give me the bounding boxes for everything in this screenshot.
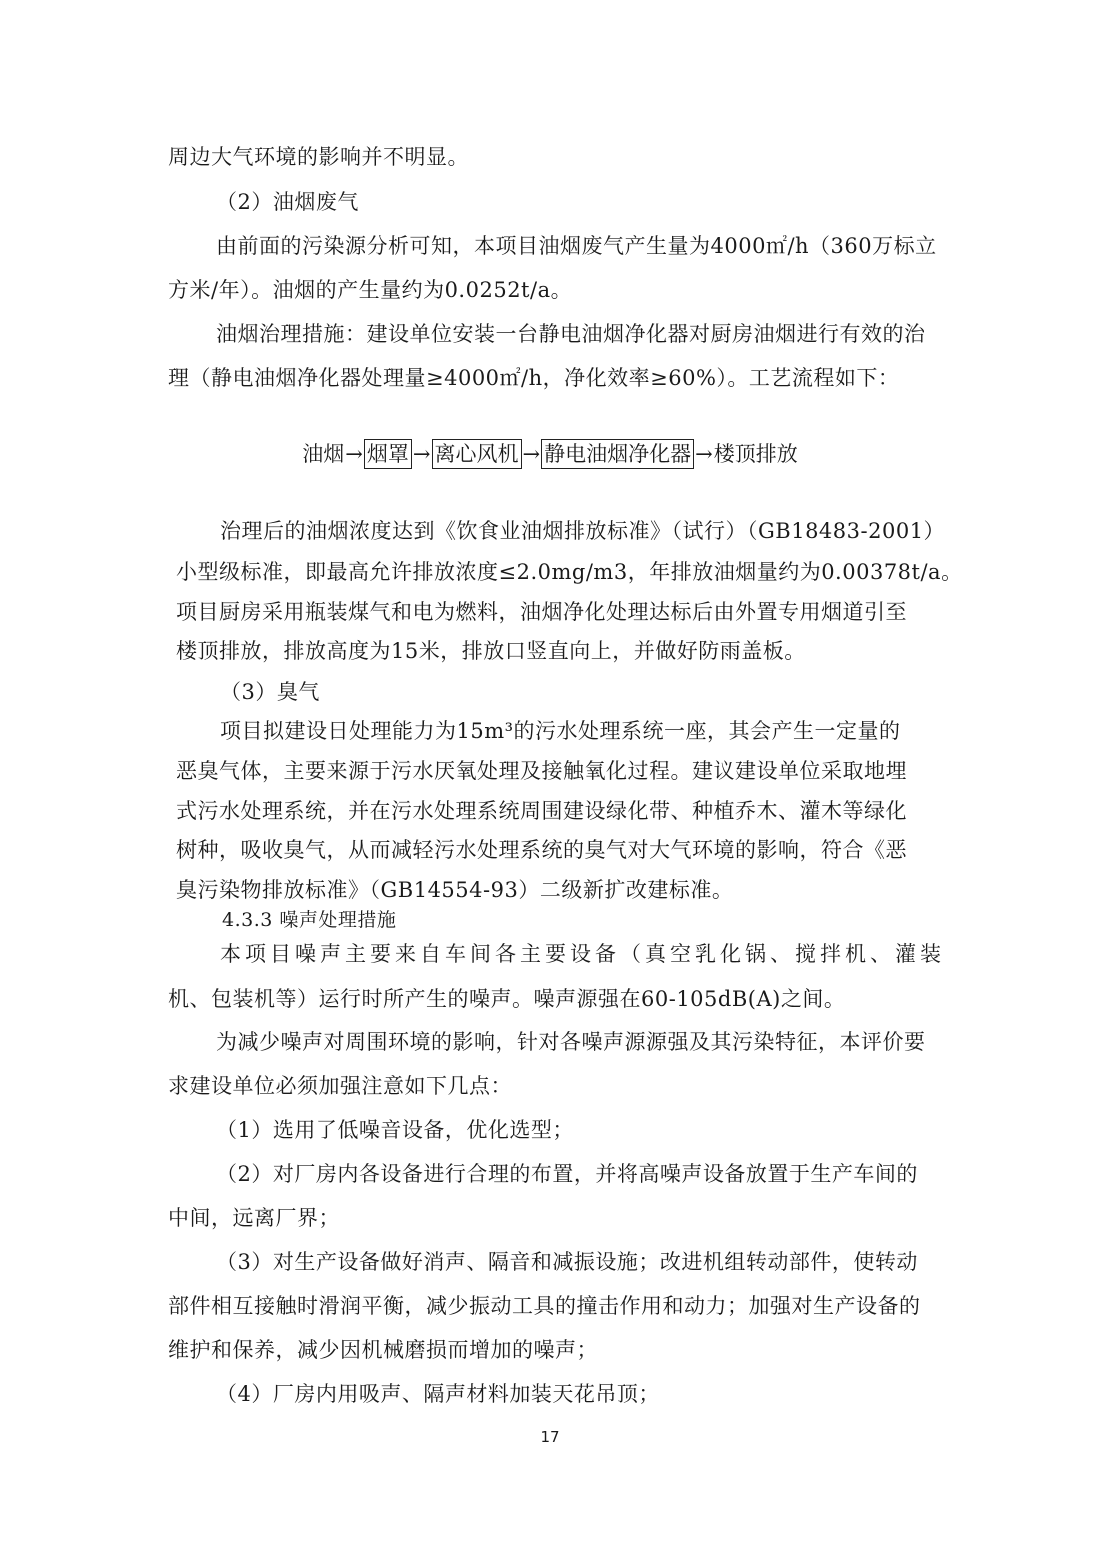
- paragraph-line: 项目厨房采用瓶装煤气和电为燃料，油烟净化处理达标后由外置专用烟道引至: [176, 600, 907, 624]
- flow-step-purifier: 静电油烟净化器: [541, 439, 694, 469]
- arrow-icon: →: [522, 442, 541, 466]
- paragraph-line: 为减少噪声对周围环境的影响，针对各噪声源源强及其污染特征，本评价要: [216, 1030, 926, 1054]
- paragraph-line: 周边大气环境的影响并不明显。: [168, 145, 469, 169]
- paragraph-line: 机、包装机等）运行时所产生的噪声。噪声源强在60-105dB(A)之间。: [168, 987, 846, 1011]
- paragraph-line: 方米/年）。油烟的产生量约为0.0252t/a。: [168, 278, 573, 302]
- paragraph-line: 小型级标准，即最高允许排放浓度≤2.0mg/m3，年排放油烟量约为0.00378t/a。: [176, 560, 963, 584]
- flow-step-fan: 离心风机: [432, 439, 522, 469]
- paragraph-line: 由前面的污染源分析可知，本项目油烟废气产生量为4000㎡/h（360万标立: [216, 234, 937, 258]
- paragraph-line: 楼顶排放，排放高度为15米，排放口竖直向上，并做好防雨盖板。: [176, 639, 806, 663]
- list-item: （2）对厂房内各设备进行合理的布置，并将高噪声设备放置于生产车间的: [216, 1162, 918, 1186]
- heading-oil-fume: （2）油烟废气: [216, 190, 359, 214]
- heading-odor: （3）臭气: [220, 680, 320, 704]
- flow-end: 楼顶排放: [713, 442, 798, 466]
- paragraph-line: 理（静电油烟净化器处理量≥4000㎡/h，净化效率≥60%）。工艺流程如下：: [168, 366, 900, 390]
- process-flow: [0, 438, 1100, 470]
- paragraph-line: 求建设单位必须加强注意如下几点：: [168, 1074, 512, 1098]
- list-item: （1）选用了低噪音设备，优化选型；: [216, 1118, 574, 1142]
- paragraph-line: 项目拟建设日处理能力为15m³的污水处理系统一座，其会产生一定量的: [220, 719, 901, 743]
- list-item-continuation: 维护和保养，减少因机械磨损而增加的噪声；: [168, 1338, 598, 1362]
- list-item-continuation: 中间，远离厂界；: [168, 1206, 340, 1230]
- page-number: 17: [540, 1428, 560, 1446]
- arrow-icon: →: [412, 442, 431, 466]
- flow-step-hood: 烟罩: [364, 439, 412, 469]
- paragraph-line: 树种，吸收臭气，从而减轻污水处理系统的臭气对大气环境的影响，符合《恶: [176, 838, 907, 862]
- list-item-continuation: 部件相互接触时滑润平衡，减少振动工具的撞击作用和动力；加强对生产设备的: [168, 1294, 921, 1318]
- arrow-icon: →: [695, 442, 713, 466]
- flow-start: 油烟: [302, 442, 345, 466]
- paragraph-line: 治理后的油烟浓度达到《饮食业油烟排放标准》（试行）（GB18483-2001）: [220, 519, 946, 543]
- list-item: （4）厂房内用吸声、隔声材料加装天花吊顶；: [216, 1382, 660, 1406]
- list-item: （3）对生产设备做好消声、隔音和减振设施；改进机组转动部件，使转动: [216, 1250, 918, 1274]
- paragraph-line: 恶臭气体，主要来源于污水厌氧处理及接触氧化过程。建议建设单位采取地埋: [176, 759, 907, 783]
- paragraph-line: 本项目噪声主要来自车间各主要设备（真空乳化锅、搅拌机、灌装: [220, 942, 945, 966]
- section-heading-4-3-3: 4.3.3 噪声处理措施: [222, 909, 397, 931]
- paragraph-line: 油烟治理措施：建设单位安装一台静电油烟净化器对厨房油烟进行有效的治: [216, 322, 926, 346]
- paragraph-line: 式污水处理系统，并在污水处理系统周围建设绿化带、种植乔木、灌木等绿化: [176, 799, 907, 823]
- arrow-icon: →: [345, 442, 363, 466]
- paragraph-line: 臭污染物排放标准》（GB14554-93）二级新扩改建标准。: [176, 878, 734, 902]
